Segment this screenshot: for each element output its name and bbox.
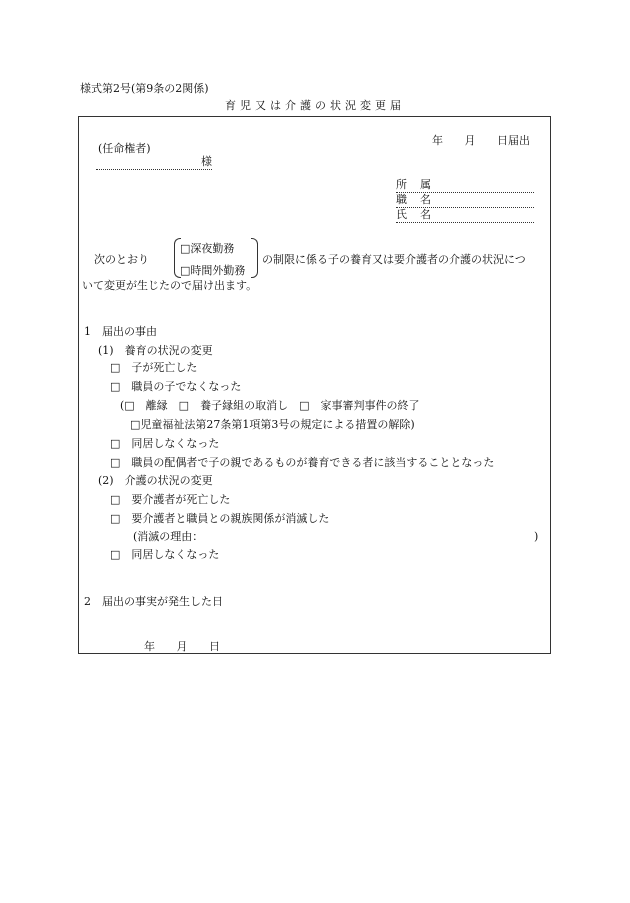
no-longer-child-checkbox[interactable]: □ 職員の子でなくなった	[110, 380, 242, 393]
adoption-reasons-checkboxes[interactable]: (□ 離縁 □ 養子縁組の取消し □ 家事審判事件の終了	[120, 399, 420, 412]
spouse-can-raise-checkbox[interactable]: □ 職員の配偶者で子の親であるものが養育できる者に該当することとなった	[110, 456, 495, 469]
fact-date-field[interactable]	[144, 640, 220, 654]
child-welfare-measure-checkbox[interactable]: □児童福祉法第27条第1項第3号の規定による措置の解除)	[130, 418, 415, 431]
date-day-submitted-label: 日届出	[497, 134, 530, 147]
termination-reason-field[interactable]: (消滅の理由：	[133, 530, 204, 543]
night-work-checkbox[interactable]: □深夜勤務	[180, 242, 235, 255]
job-title-field[interactable]	[396, 193, 534, 208]
fact-year-label: 年	[144, 640, 155, 653]
intro-text: の制限に係る子の養育又は要介護者の介護の状況につ	[262, 253, 526, 266]
name-field[interactable]	[396, 208, 534, 223]
fact-month-label: 月	[176, 640, 188, 653]
termination-reason-close: )	[534, 530, 539, 543]
care-recipient-died-checkbox[interactable]: □ 要介護者が死亡した	[110, 493, 231, 506]
appointer-label: (任命権者)	[98, 142, 151, 155]
section1-heading: 1 届出の事由	[84, 325, 157, 338]
affiliation-field[interactable]	[396, 178, 534, 193]
document-title: 育児又は介護の状況変更届	[225, 99, 405, 112]
addressee-honorific: 様	[201, 155, 212, 168]
fact-day-label: 日	[209, 640, 220, 653]
form-number: 様式第2号(第9条の2関係)	[80, 82, 209, 95]
section1-sub2-heading: (2) 介護の状況の変更	[98, 474, 213, 487]
addressee-field[interactable]	[96, 155, 212, 170]
date-year-label: 年	[432, 134, 443, 147]
intro-text-line2: いて変更が生じたので届け出ます。	[82, 279, 258, 292]
affiliation-label: 所属	[396, 178, 444, 191]
job-title-label: 職名	[396, 193, 444, 206]
child-not-cohabiting-checkbox[interactable]: □ 同居しなくなった	[110, 437, 220, 450]
overtime-work-checkbox[interactable]: □時間外勤務	[180, 264, 246, 277]
child-died-checkbox[interactable]: □ 子が死亡した	[110, 361, 198, 374]
care-not-cohabiting-checkbox[interactable]: □ 同居しなくなった	[110, 548, 220, 561]
intro-lead: 次のとおり	[94, 253, 149, 266]
section1-sub1-heading: (1) 養育の状況の変更	[98, 344, 213, 357]
kinship-ended-checkbox[interactable]: □ 要介護者と職員との親族関係が消滅した	[110, 512, 330, 525]
submission-date	[432, 134, 530, 148]
name-label: 氏名	[396, 208, 444, 221]
date-month-label: 月	[464, 134, 476, 147]
section2-heading: 2 届出の事実が発生した日	[84, 595, 223, 608]
